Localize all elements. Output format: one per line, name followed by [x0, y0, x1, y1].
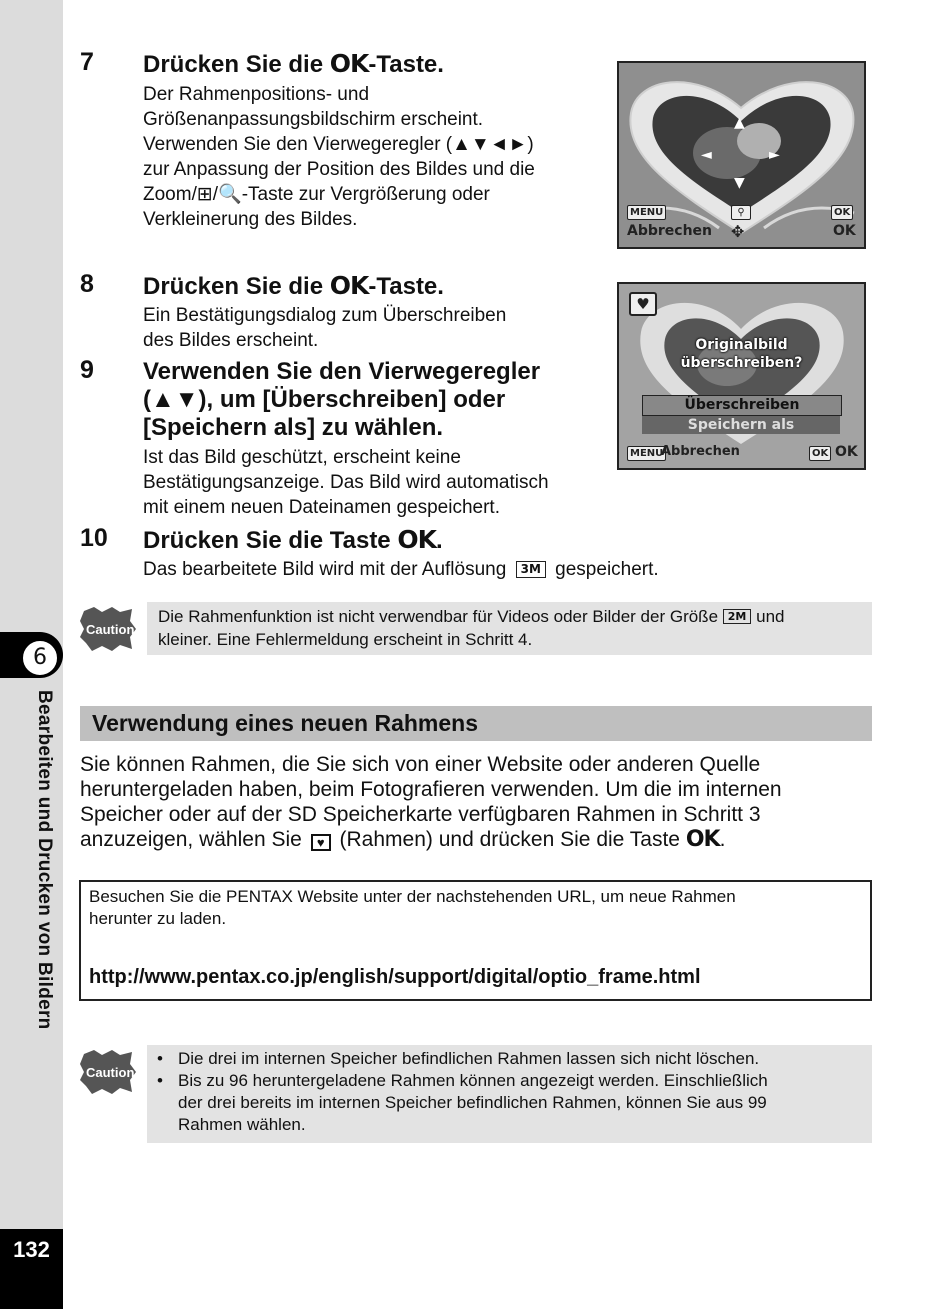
frame-heart-icon: ♥ — [629, 292, 657, 316]
arrow-left-icon: ◄ — [701, 147, 712, 163]
ok-button-icon: OK — [329, 49, 369, 78]
chapter-number: 6 — [22, 640, 58, 676]
step-8-number: 8 — [80, 270, 94, 298]
menu-button-icon: MENU — [627, 205, 666, 220]
step-10-title: Drücken Sie die Taste OK. — [143, 525, 443, 554]
camera-screen-frame-adjust — [617, 61, 866, 249]
resolution-3m-icon: 3M — [516, 561, 546, 578]
resolution-2m-icon: 2M — [723, 609, 752, 624]
zoom-icon: ⚲ — [731, 205, 751, 220]
option-save-as[interactable]: Speichern als — [642, 416, 840, 434]
chapter-title: Bearbeiten und Drucken von Bildern — [34, 690, 55, 1030]
step-9-title: Verwenden Sie den Vierwegeregler (▲▼), um [Überschreiben] oder [Speichern als] zu wählen. — [143, 358, 541, 441]
download-info-box — [79, 880, 872, 1001]
list-item-continuation: der drei bereits im internen Speicher befindlichen Rahmen, können Sie aus 99 — [178, 1093, 767, 1112]
caution-note-2-list — [155, 1048, 768, 1136]
caution-label: Caution — [86, 1065, 135, 1080]
step-7-title: Drücken Sie die OK-Taste. — [143, 49, 444, 78]
step-9-text: Ist das Bild geschützt, erscheint keine Bestätigungsanzeige. Das Bild wird automatisch mit einem neuen Dateinamen gespeichert. — [143, 447, 549, 518]
arrow-up-icon: ▲ — [734, 115, 745, 131]
menu-button-icon: MENU — [627, 446, 666, 461]
cancel-label: Abbrechen — [661, 444, 740, 459]
step-8-text: Ein Bestätigungsdialog zum Überschreiben des Bildes erscheint. — [143, 305, 507, 351]
arrow-right-icon: ► — [769, 147, 780, 163]
move-icon: ✥ — [731, 222, 745, 241]
list-item-continuation: Rahmen wählen. — [178, 1115, 306, 1134]
ok-button-icon: OK — [809, 446, 831, 461]
arrow-down-icon: ▼ — [734, 175, 745, 191]
section-paragraph: Sie können Rahmen, die Sie sich von einer Website oder anderen Quelle heruntergeladen haben, beim Fotografieren verwenden. Um die im internen Speicher oder auf der SD Speicherkarte verfügbaren Rahmen in Schritt 3 anzuzeigen, wählen Sie ♥ (Rahmen) und drücken Sie die Taste OK. — [80, 753, 782, 852]
step-9-number: 9 — [80, 356, 94, 384]
step-10-number: 10 — [80, 524, 108, 552]
ok-button-icon: OK — [329, 271, 369, 300]
download-intro: Besuchen Sie die PENTAX Website unter der nachstehenden URL, um neue Rahmen herunter zu laden. — [89, 887, 736, 928]
step-10-text: Das bearbeitete Bild wird mit der Auflösung 3M gespeichert. — [143, 559, 659, 580]
step-8-title: Drücken Sie die OK-Taste. — [143, 271, 444, 300]
caution-label: Caution — [86, 622, 135, 637]
step-7-text: Der Rahmenpositions- und Größenanpassungsbildschirm erscheint. Verwenden Sie den Vierwegeregler (▲▼◄►) zur Anpassung der Position des Bildes und die Zoom/⊞/🔍-Taste zur Vergrößerung oder Verkleinerung des Bildes. — [143, 84, 535, 230]
list-item: • Bis zu 96 heruntergeladene Rahmen können angezeigt werden. Einschließlich — [155, 1070, 768, 1092]
option-overwrite[interactable]: Überschreiben — [642, 395, 842, 416]
list-item: • Die drei im internen Speicher befindlichen Rahmen lassen sich nicht löschen. — [155, 1048, 768, 1070]
ok-button-icon: OK — [831, 205, 853, 220]
caution-note-1-text: Die Rahmenfunktion ist nicht verwendbar für Videos oder Bilder der Größe 2M und kleiner. Eine Fehlermeldung erscheint in Schritt 4. — [158, 607, 785, 649]
overwrite-question: Originalbild überschreiben? — [680, 337, 803, 371]
page-number: 132 — [13, 1237, 50, 1262]
section-heading: Verwendung eines neuen Rahmens — [80, 706, 872, 741]
cancel-label: Abbrechen — [627, 223, 713, 239]
step-7-number: 7 — [80, 48, 94, 76]
caution-note-1 — [147, 602, 872, 655]
frame-download-link[interactable]: http://www.pentax.co.jp/english/support/digital/optio_frame.html — [89, 966, 701, 988]
ok-button-icon: OK — [685, 827, 720, 852]
ok-button-icon: OK — [397, 525, 436, 554]
ok-label: OK — [835, 444, 858, 460]
ok-label: OK — [833, 223, 856, 239]
camera-screen-overwrite-dialog — [617, 282, 866, 470]
frame-heart-icon: ♥ — [311, 834, 331, 851]
